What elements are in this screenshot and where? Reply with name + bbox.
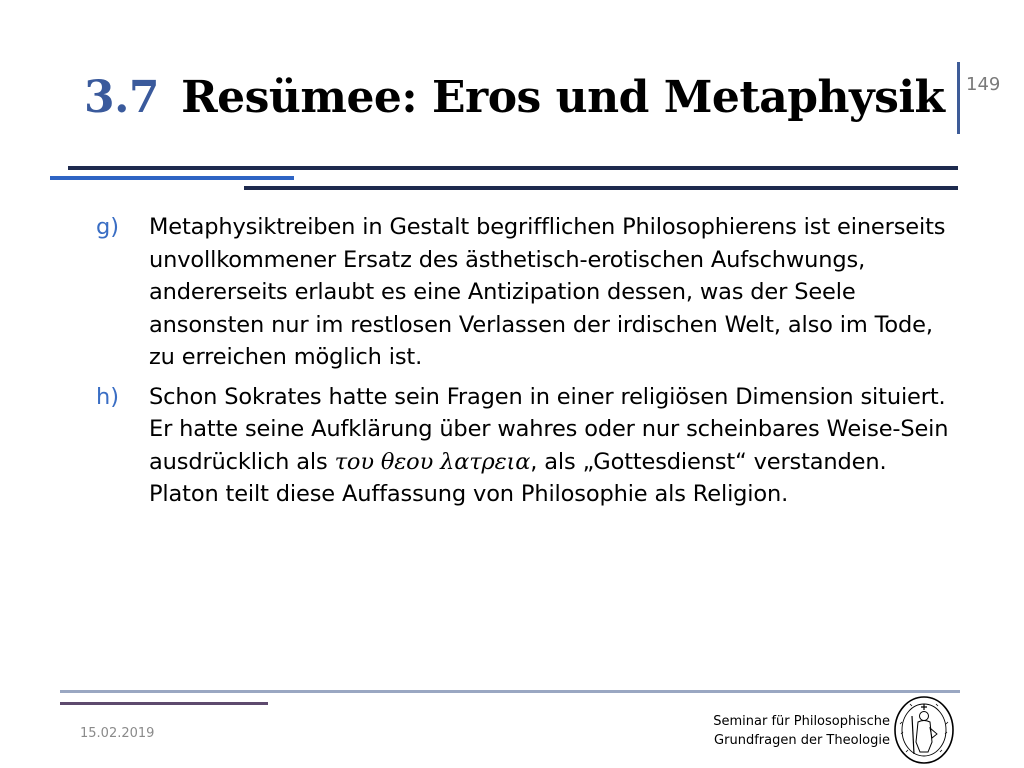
page-number: 149	[966, 74, 1001, 95]
title-rule-accent	[50, 176, 294, 180]
title-text: Resümee: Eros und Metaphysik	[181, 72, 945, 123]
greek-phrase: του θεου λατρεια	[334, 448, 531, 475]
section-number: 3.7	[84, 72, 160, 123]
footer-rule-accent	[60, 702, 268, 705]
list-item-text: Metaphysiktreiben in Gestalt begrifflichen Philosophierens ist einerseits unvollkommener Ersatz des ästhetisch-erotischen Aufschwungs, andererseits erlaubt es eine Antizipation dessen, was der Seele ansonsten nur im restlosen Verlassen der irdischen Welt, also im Tode, zu erreichen möglich ist.	[149, 214, 946, 370]
seminar-line-2: Grundfragen der Theologie	[714, 733, 890, 748]
title-rule-bottom	[244, 186, 958, 190]
seminar-line-1: Seminar für Philosophische	[713, 714, 890, 729]
footer-seminar	[700, 712, 890, 750]
content-list	[96, 211, 976, 518]
slide-title	[84, 70, 945, 126]
university-seal-icon	[892, 694, 956, 766]
list-marker: h)	[96, 383, 120, 410]
list-item-text	[149, 381, 959, 511]
title-rule-top	[68, 166, 958, 170]
text-before-greek: Schon Sokrates hatte sein Fragen in einer religiösen Dimension situiert. Er hatte seine Aufklärung über wahres oder nur scheinbares Weise-Sein ausdrücklich als	[149, 383, 949, 475]
title-divider	[957, 62, 960, 134]
list-item	[96, 381, 976, 511]
text-after-greek: , als „Gottesdienst“ verstanden. Platon teilt diese Auffassung von Philosophie als Religion.	[149, 448, 887, 507]
footer-rule	[60, 690, 960, 693]
list-item	[96, 211, 976, 374]
list-marker: g)	[96, 214, 120, 240]
footer-date: 15.02.2019	[80, 726, 155, 741]
